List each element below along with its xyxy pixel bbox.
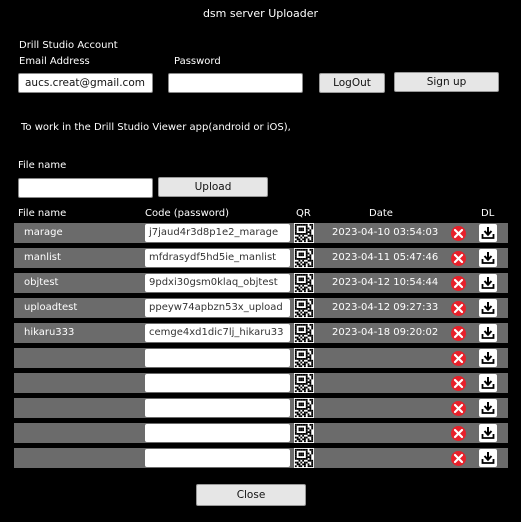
window-title: dsm server Uploader	[202, 7, 319, 20]
qr-code-icon[interactable]	[294, 298, 314, 318]
table-row	[14, 398, 508, 418]
table-row	[14, 298, 508, 318]
row-file-name: marage	[24, 227, 63, 238]
row-date: 2023-04-12 09:27:33	[332, 302, 439, 313]
delete-icon[interactable]	[450, 425, 467, 442]
delete-icon[interactable]	[450, 400, 467, 417]
close-button[interactable]: Close	[196, 484, 306, 506]
qr-code-icon[interactable]	[294, 398, 314, 418]
delete-icon[interactable]	[450, 225, 467, 242]
download-icon[interactable]	[479, 299, 497, 317]
download-icon[interactable]	[479, 399, 497, 417]
row-file-name: uploadtest	[24, 302, 78, 313]
row-date: 2023-04-12 10:54:44	[332, 277, 439, 288]
row-code-field[interactable]: j7jaud4r3d8p1e2_marage	[145, 224, 290, 242]
delete-icon[interactable]	[450, 375, 467, 392]
download-icon[interactable]	[479, 324, 497, 342]
delete-icon[interactable]	[450, 350, 467, 367]
download-icon[interactable]	[479, 249, 497, 267]
table-row	[14, 423, 508, 443]
row-code-field[interactable]	[145, 399, 290, 417]
qr-code-icon[interactable]	[294, 223, 314, 243]
table-row	[14, 273, 508, 293]
download-icon[interactable]	[479, 424, 497, 442]
row-file-name: hikaru333	[24, 327, 75, 338]
row-file-name: objtest	[24, 277, 59, 288]
row-date: 2023-04-18 09:20:02	[332, 327, 439, 338]
row-code-field[interactable]	[145, 349, 290, 367]
qr-code-icon[interactable]	[294, 448, 314, 468]
qr-code-icon[interactable]	[294, 348, 314, 368]
table-row	[14, 323, 508, 343]
file-name-input[interactable]	[18, 178, 153, 198]
row-code-field[interactable]	[145, 374, 290, 392]
qr-code-icon[interactable]	[294, 273, 314, 293]
header-file-name: File name	[18, 208, 67, 219]
table-row	[14, 448, 508, 468]
table-row	[14, 373, 508, 393]
header-qr: QR	[296, 208, 311, 219]
row-date: 2023-04-11 05:47:46	[332, 252, 439, 263]
table-row	[14, 348, 508, 368]
qr-code-icon[interactable]	[294, 248, 314, 268]
download-icon[interactable]	[479, 274, 497, 292]
email-label: Email Address	[19, 56, 90, 67]
row-code-field[interactable]	[145, 449, 290, 467]
qr-code-icon[interactable]	[294, 423, 314, 443]
download-icon[interactable]	[479, 224, 497, 242]
table-row	[14, 248, 508, 268]
password-label: Password	[174, 56, 221, 67]
logout-button[interactable]: LogOut	[319, 73, 385, 93]
download-icon[interactable]	[479, 374, 497, 392]
delete-icon[interactable]	[450, 250, 467, 267]
file-name-label: File name	[18, 160, 67, 171]
row-date: 2023-04-10 03:54:03	[332, 227, 439, 238]
qr-code-icon[interactable]	[294, 373, 314, 393]
row-file-name: manlist	[24, 252, 61, 263]
account-heading: Drill Studio Account	[19, 40, 118, 51]
delete-icon[interactable]	[450, 450, 467, 467]
info-text: To work in the Drill Studio Viewer app(android or iOS),	[21, 122, 291, 133]
download-icon[interactable]	[479, 349, 497, 367]
row-code-field[interactable]: ppeyw74apbzn53x_upload	[145, 299, 290, 317]
header-date: Date	[369, 208, 393, 219]
row-code-field[interactable]	[145, 424, 290, 442]
row-code-field[interactable]: 9pdxi30gsm0klaq_objtest	[145, 274, 290, 292]
download-icon[interactable]	[479, 449, 497, 467]
delete-icon[interactable]	[450, 275, 467, 292]
delete-icon[interactable]	[450, 300, 467, 317]
table-row	[14, 223, 508, 243]
row-code-field[interactable]: mfdrasydf5hd5ie_manlist	[145, 249, 290, 267]
signup-button[interactable]: Sign up	[394, 72, 499, 92]
delete-icon[interactable]	[450, 325, 467, 342]
email-field[interactable]: aucs.creat@gmail.com	[18, 73, 153, 93]
row-code-field[interactable]: cemge4xd1dic7lj_hikaru33	[145, 324, 290, 342]
header-code: Code (password)	[145, 208, 230, 219]
header-dl: DL	[481, 208, 495, 219]
upload-button[interactable]: Upload	[158, 177, 268, 197]
password-field[interactable]	[168, 73, 303, 93]
qr-code-icon[interactable]	[294, 323, 314, 343]
